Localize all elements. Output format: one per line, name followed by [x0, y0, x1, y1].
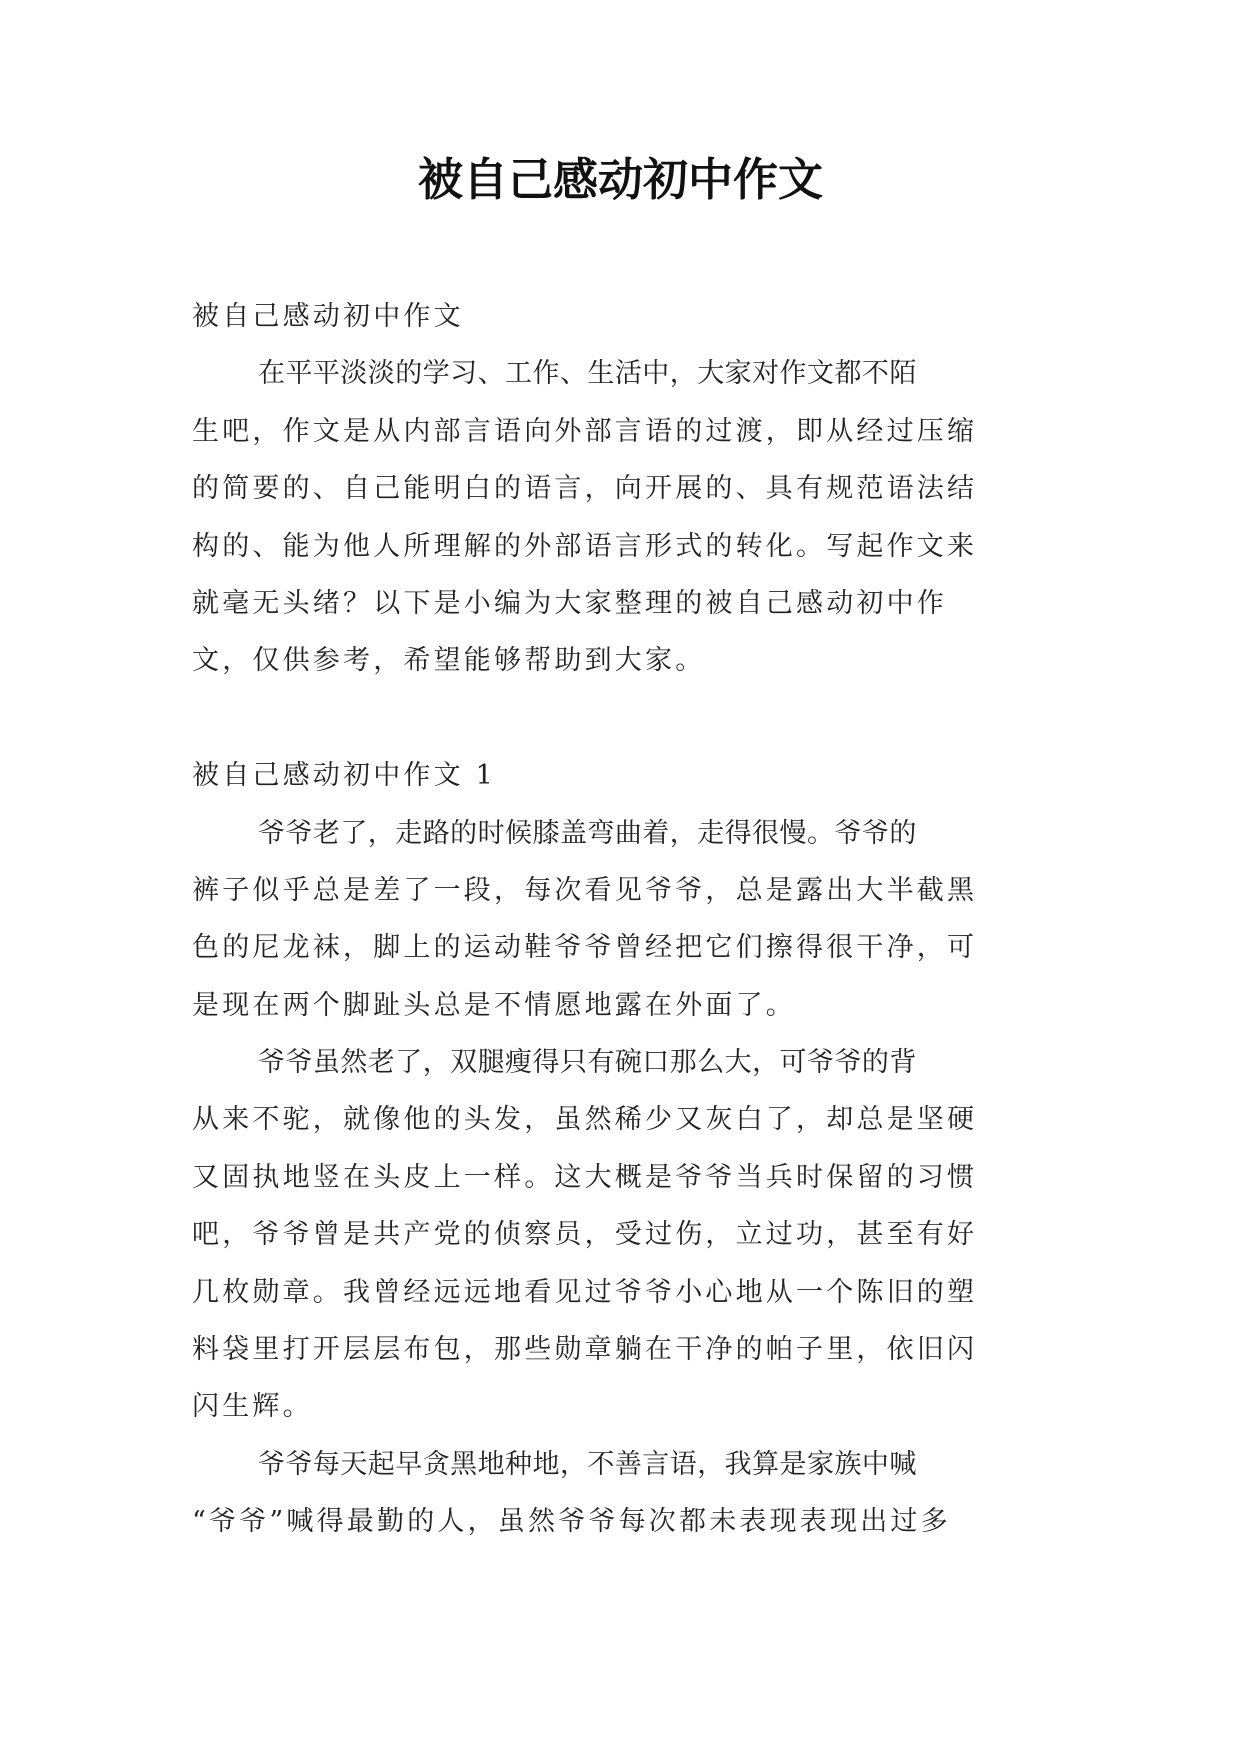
text-line: “爷爷”喊得最勤的人，虽然爷爷每次都未表现表现出过多 [192, 1506, 951, 1538]
text-line: 爷爷虽然老了，双腿瘦得只有碗口那么大，可爷爷的背 [258, 1047, 917, 1079]
intro-heading: 被自己感动初中作文 [192, 301, 464, 332]
section-heading: 被自己感动初中作文 1 [192, 760, 496, 792]
text-line: 几枚勋章。我曾经远远地看见过爷爷小心地从一个陈旧的塑 [192, 1276, 978, 1308]
text-line: 裤子似乎总是差了一段，每次看见爷爷，总是露出大半截黑 [192, 874, 978, 906]
text-line: 生吧，作文是从内部言语向外部言语的过渡，即从经过压缩 [192, 415, 978, 447]
text-line: 在平平淡淡的学习、工作、生活中，大家对作文都不陌 [258, 358, 917, 390]
section-spacer [192, 690, 1058, 747]
text-line: 爷爷每天起早贪黑地种地，不善言语，我算是家族中喊 [258, 1448, 917, 1480]
text-line: 从来不驼，就像他的头发，虽然稀少又灰白了，却总是坚硬 [192, 1104, 978, 1136]
text-line: 又固执地竖在头皮上一样。这大概是爷爷当兵时保留的习惯 [192, 1161, 978, 1193]
text-line: 色的尼龙袜，脚上的运动鞋爷爷曾经把它们擦得很干净，可 [192, 932, 978, 964]
section1-paragraph-1 [192, 805, 1058, 1035]
text-line: 是现在两个脚趾头总是不情愿地露在外面了。 [192, 989, 796, 1021]
section1-paragraph-2 [192, 1034, 1058, 1436]
section1-paragraph-3 [192, 1436, 1058, 1551]
intro-paragraph [192, 345, 1058, 689]
text-line: 吧，爷爷曾是共产党的侦察员，受过伤，立过功，甚至有好 [192, 1219, 978, 1251]
text-line: 爷爷老了，走路的时候膝盖弯曲着，走得很慢。爷爷的 [258, 817, 917, 849]
text-line: 文，仅供参考，希望能够帮助到大家。 [192, 645, 706, 677]
text-line: 闪生辉。 [192, 1391, 313, 1423]
text-line: 构的、能为他人所理解的外部语言形式的转化。写起作文来 [192, 530, 978, 562]
text-line: 就毫无头绪？以下是小编为大家整理的被自己感动初中作 [192, 587, 947, 619]
document-body [192, 288, 1058, 1551]
document-title: 被自己感动初中作文 [417, 153, 823, 206]
text-line: 的简要的、自己能明白的语言，向开展的、具有规范语法结 [192, 473, 978, 505]
text-line: 料袋里打开层层布包，那些勋章躺在干净的帕子里，依旧闪 [192, 1334, 978, 1366]
